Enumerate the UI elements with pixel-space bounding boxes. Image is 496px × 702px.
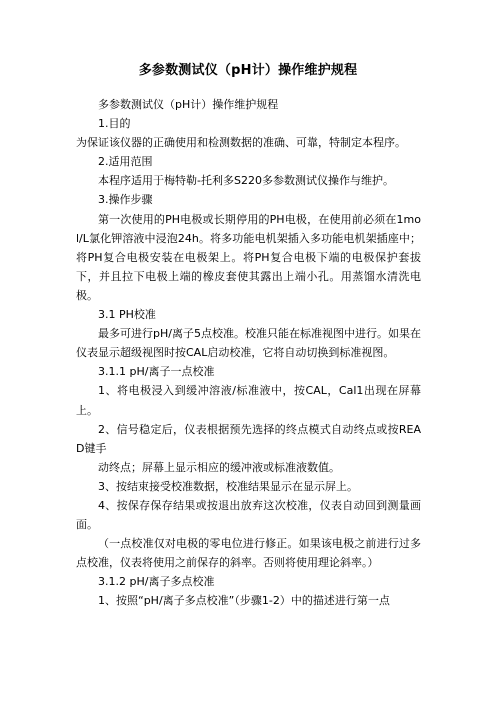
one-point-step-4: 4、按保存保存结果或按退出放弃这次校准，仪表自动回到测量画面。 — [76, 498, 421, 532]
subsection-ph-calibration-text: 最多可进行pH/离子5点校准。校准只能在标准视图中进行。如果在仪表显示超级视图时按CAL启动校准，它将自动切换到标准视图。 — [76, 327, 421, 360]
one-point-note: （一点校准仅对电极的零电位进行修正。如果该电极之前进行过多点校准，仪表将使用之前保存的斜率。否则将使用理论斜率。） — [76, 537, 421, 570]
one-point-step-1: 1、将电极浸入到缓冲溶液/标准液中，按CAL，Cal1出现在屏幕上。 — [76, 384, 421, 417]
multi-point-calibration-heading: 3.1.2 pH/离子多点校准 — [98, 575, 215, 589]
one-point-calibration-heading: 3.1.1 pH/离子一点校准 — [98, 365, 215, 379]
section-scope-text: 本程序适用于梅特勒-托利多S220多参数测试仪操作与维护。 — [98, 174, 394, 188]
subsection-ph-calibration-heading: 3.1 PH校准 — [98, 308, 156, 322]
one-point-step-2-continued: 动终点；屏幕上显示相应的缓冲液或标准液数值。 — [98, 460, 340, 474]
one-point-step-2: 2、信号稳定后，仪表根据预先选择的终点模式自动终点或按READ键手 — [76, 422, 421, 455]
document-body — [76, 95, 421, 611]
section-steps-heading: 3.操作步骤 — [98, 193, 153, 207]
one-point-step-3: 3、按结束接受校准数据，校准结果显示在显示屏上。 — [98, 479, 358, 493]
section-steps-intro: 第一次使用的PH电极或长期停用的PH电极，在使用前必须在1mol/L氯化钾溶液中浸泡24h。将多功能电机架插入多功能电机架插座中；将PH复合电极安装在电极架上。将PH复合电极下端的电极保护套拔下，并且拉下电极上端的橡皮套使其露出上端小孔。用蒸馏水清洗电极。 — [76, 212, 421, 302]
section-purpose-text: 为保证该仪器的正确使用和检测数据的准确、可靠，特制定本程序。 — [76, 136, 406, 150]
multi-point-step-1: 1、按照“pH/离子多点校准”（步骤1-2）中的描述进行第一点 — [98, 594, 390, 608]
section-purpose-heading: 1.目的 — [98, 117, 131, 131]
section-scope-heading: 2.适用范围 — [98, 155, 153, 169]
document-title: 多参数测试仪（pH计）操作维护规程 — [138, 63, 358, 78]
paragraph-heading-repeat: 多参数测试仪（pH计）操作维护规程 — [98, 98, 279, 111]
